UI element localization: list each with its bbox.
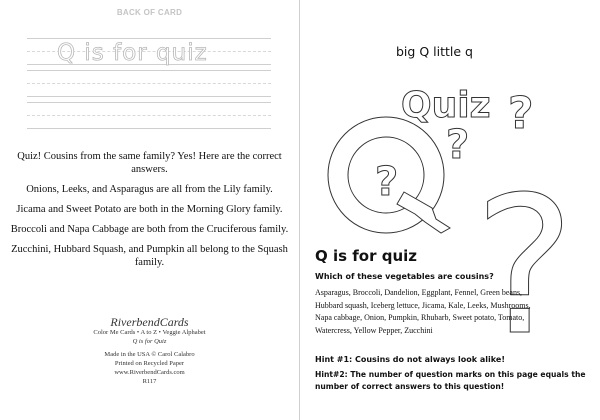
- svg-text:?: ?: [375, 159, 399, 205]
- made-in-line: Made in the USA © Carol Calabro: [104, 351, 195, 358]
- svg-text:?: ?: [508, 88, 534, 139]
- question-mark-icon: [375, 159, 398, 205]
- hint-one: Hint #1: Cousins do not always look alike!: [315, 355, 505, 364]
- hint-two: Hint#2: The number of question marks on this page equals the number of correct answers to this question!: [315, 370, 586, 391]
- series-line: Color Me Cards • A to Z • Veggie Alphabet: [93, 329, 206, 336]
- question-mark-icon: [508, 88, 534, 139]
- big-q-little-q-title: big Q little q: [396, 44, 473, 59]
- answer-text: [0, 150, 299, 276]
- brand-logo-text: RiverbendCards: [110, 315, 189, 329]
- svg-text:?: ?: [474, 156, 575, 377]
- answer-paragraph: Jicama and Sweet Potato are both in the Morning Glory family.: [16, 204, 283, 215]
- vegetable-list: Asparagus, Broccoli, Dandelion, Eggplant, Fennel, Green beans, Hubbard squash, Iceberg lettuce, Jicama, Kale, Leeks, Mushrooms, Napa cabbage, Onion, Pumpkin, Rhubarb, Sweet potato, Tomato, Watercress, Yellow Pepper, Zucchini: [315, 288, 531, 335]
- quiz-question: Which of these vegetables are cousins?: [315, 272, 494, 281]
- question-mark-icon: [474, 156, 575, 377]
- front-of-card-page: [301, 0, 600, 420]
- answer-paragraph: Broccoli and Napa Cabbage are both from the Cruciferous family.: [10, 224, 289, 235]
- card-footer: [0, 315, 299, 386]
- tracing-text: Q is for quiz: [57, 40, 208, 66]
- back-of-card-page: [0, 0, 299, 420]
- handwriting-row-3: [27, 98, 271, 128]
- product-code: R117: [142, 378, 157, 385]
- svg-text:?: ?: [446, 122, 470, 168]
- page-divider: [299, 0, 300, 420]
- answer-paragraph: Onions, Leeks, and Asparagus are all from the Lily family.: [26, 184, 273, 195]
- paper-line: Printed on Recycled Paper: [114, 360, 185, 367]
- quiz-outline-word: Quiz: [401, 85, 491, 126]
- answer-paragraph: Quiz! Cousins from the same family? Yes! Here are the correct answers.: [17, 151, 282, 175]
- question-mark-icon: [446, 122, 469, 168]
- answer-paragraph: Zucchini, Hubbard Squash, and Pumpkin all belong to the Squash family.: [11, 244, 288, 268]
- card-title-line: Q is for Quiz: [132, 338, 167, 345]
- q-is-for-quiz-heading: Q is for quiz: [315, 247, 418, 265]
- back-of-card-label: BACK OF CARD: [116, 8, 183, 17]
- handwriting-practice-lines: [27, 38, 271, 128]
- website-line: www.RiverbendCards.com: [114, 369, 185, 376]
- handwriting-row-1: [27, 38, 271, 68]
- handwriting-row-2: [27, 68, 271, 98]
